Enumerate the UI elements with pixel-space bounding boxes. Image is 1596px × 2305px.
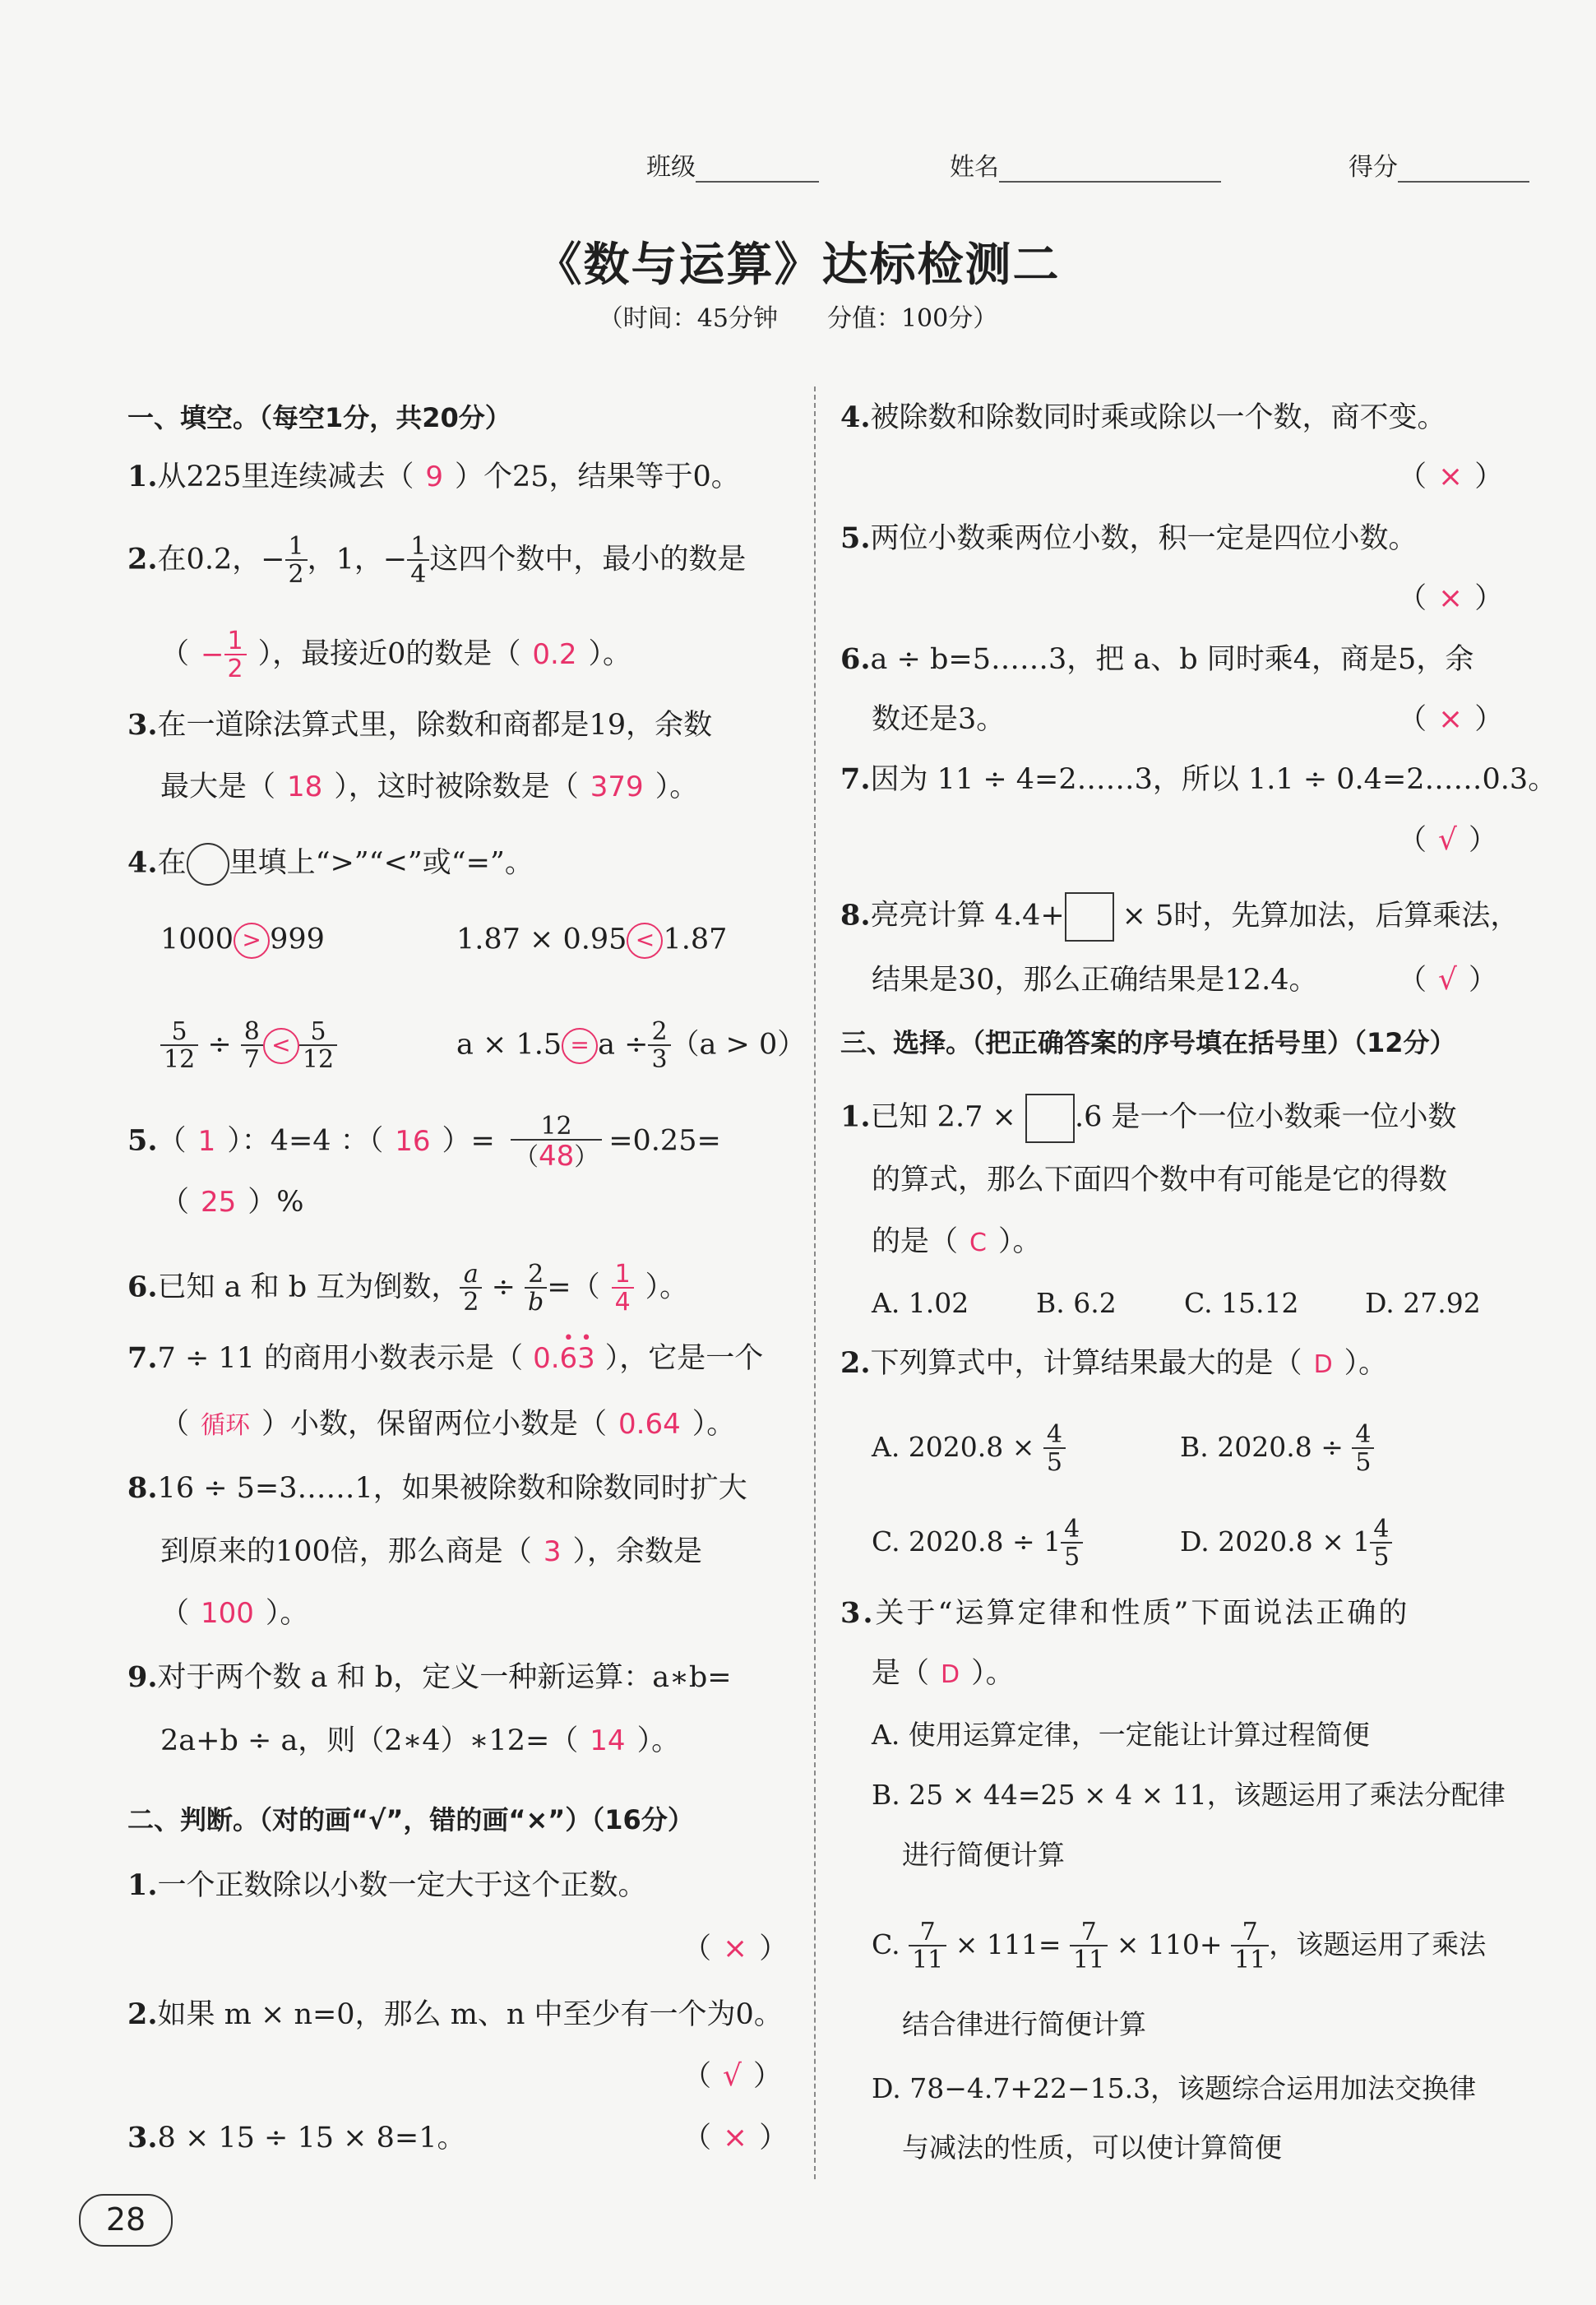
q-text: 1.87 bbox=[663, 923, 728, 956]
section-judge-title: 二、判断。（对的画“√”，错的画“×”）（16分） bbox=[127, 1804, 694, 1835]
q-text: ）个25，结果等于0。 bbox=[455, 461, 740, 493]
q-text: 的是（ bbox=[872, 1225, 959, 1258]
choice-q3-option-d[interactable]: D. 78−4.7+22−15.3，该题综合运用加法交换律 bbox=[872, 2072, 1477, 2104]
q-text: （ bbox=[160, 1408, 190, 1441]
answer[interactable]: D bbox=[941, 1660, 960, 1689]
fraction: $\frac{7}{11}$ bbox=[909, 1920, 946, 1973]
q-text: ）。 bbox=[1344, 1347, 1388, 1380]
judge-q6 bbox=[840, 643, 1473, 676]
q-text: =（ bbox=[547, 1271, 600, 1304]
q-text: ），这时被除数是（ bbox=[334, 771, 579, 803]
page-subtitle: （时间：45分钟 分值：100分） bbox=[598, 304, 998, 333]
choice-q1 bbox=[840, 1094, 1456, 1143]
q-number: 3. bbox=[127, 708, 158, 742]
q-number: 9. bbox=[127, 1660, 158, 1694]
q-text: ）。 bbox=[692, 1408, 736, 1441]
q-text: （a > 0） bbox=[670, 1028, 807, 1062]
column-divider bbox=[814, 386, 816, 2179]
q-text: ）小数，保留两位小数是（ bbox=[261, 1408, 608, 1441]
q-text: B. 2020.8 ÷ bbox=[1180, 1431, 1344, 1463]
q-text: 从225里连续减去（ bbox=[157, 461, 414, 493]
answer[interactable]: 18 bbox=[287, 771, 323, 803]
fill-q1 bbox=[127, 461, 740, 493]
q-number: 1. bbox=[840, 1099, 871, 1134]
option-d[interactable]: D. 27.92 bbox=[1365, 1287, 1481, 1319]
q-text: 一个正数除以小数一定大于这个正数。 bbox=[157, 1869, 647, 1902]
fill-q2-line2 bbox=[160, 629, 631, 682]
choice-q3-option-c-line2: 结合律进行简便计算 bbox=[902, 2008, 1146, 2040]
q-text: × 5时，先算加法，后算乘法， bbox=[1122, 899, 1520, 933]
class-blank[interactable] bbox=[696, 156, 819, 183]
fill-q3 bbox=[127, 709, 712, 742]
blank-box bbox=[1065, 892, 1114, 942]
q-number: 3. bbox=[127, 2121, 158, 2155]
q-text: （ bbox=[160, 1186, 190, 1219]
choice-q2-option-b[interactable] bbox=[1180, 1420, 1374, 1477]
judge-mark[interactable]: × bbox=[1438, 581, 1464, 615]
judge-mark[interactable]: × bbox=[723, 2121, 748, 2155]
q-text: C. bbox=[872, 1928, 900, 1960]
q-text: ）= bbox=[442, 1124, 495, 1158]
judge-q5 bbox=[840, 522, 1418, 555]
answer[interactable]: 16 bbox=[395, 1124, 431, 1158]
q-text: ）。 bbox=[971, 1657, 1015, 1690]
choice-q3-option-b-line2: 进行简便计算 bbox=[902, 1839, 1065, 1871]
answer[interactable]: 循环 bbox=[201, 1411, 251, 1440]
fraction: $\frac{7}{11}$ bbox=[1231, 1920, 1269, 1973]
judge-q3-answer: （ × ） bbox=[682, 2121, 789, 2155]
section-fill-in-title: 一、填空。（每空1分，共20分） bbox=[127, 402, 511, 433]
q-number: 6. bbox=[127, 1270, 158, 1304]
answer[interactable]: 1 bbox=[197, 1124, 216, 1158]
fraction: $\frac{2}{b}$ bbox=[525, 1262, 547, 1315]
q-text: × 110+ bbox=[1116, 1928, 1223, 1960]
q-number: 2. bbox=[127, 1997, 158, 2031]
fill-q4-row2-left bbox=[160, 1017, 337, 1074]
q-text: 这四个数中，最小的数是 bbox=[429, 543, 747, 576]
q-text: × 111= bbox=[955, 1928, 1062, 1960]
q-text: ÷ bbox=[207, 1028, 232, 1062]
q-text: ）：4=4 ：（ bbox=[227, 1124, 384, 1158]
fraction: $\frac{4}{5}$ bbox=[1043, 1423, 1066, 1475]
judge-q3 bbox=[127, 2122, 465, 2155]
q-number: 1. bbox=[127, 460, 158, 493]
q-text: 2a+b ÷ a，则（2∗4）∗12=（ bbox=[160, 1724, 579, 1757]
answer[interactable]: 25 bbox=[201, 1186, 237, 1219]
fill-q9-line2 bbox=[160, 1724, 680, 1757]
fill-q8-line2 bbox=[160, 1535, 702, 1568]
q-text: 999 bbox=[270, 923, 325, 956]
fill-q5-line2 bbox=[160, 1186, 304, 1219]
q-text: 1000 bbox=[160, 923, 234, 956]
judge-q7 bbox=[840, 763, 1557, 796]
q-text: ），最接近0的数是（ bbox=[257, 637, 521, 671]
q-text: ，1，− bbox=[307, 543, 408, 576]
q-text: 里填上“>”“<”或“=”。 bbox=[229, 846, 534, 880]
q-text: D. 2020.8 × 1 bbox=[1180, 1525, 1371, 1557]
q-text: 对于两个数 a 和 b，定义一种新运算：a∗b= bbox=[157, 1661, 732, 1694]
fill-q8-line3 bbox=[160, 1597, 308, 1630]
q-text: 已知 a 和 b 互为倒数， bbox=[157, 1271, 460, 1304]
q-text: ）。 bbox=[588, 637, 631, 671]
fraction: $\frac{8}{7}$ bbox=[241, 1020, 263, 1072]
q-text: A. 2020.8 × bbox=[872, 1431, 1035, 1463]
fill-q4-row1-left bbox=[160, 923, 325, 959]
q-text: 的算式，那么下面四个数中有可能是它的得数 bbox=[872, 1164, 1448, 1196]
q-text: 8 × 15 ÷ 15 × 8=1。 bbox=[157, 2122, 466, 2155]
judge-q4-answer: （ × ） bbox=[1398, 460, 1504, 493]
judge-mark[interactable]: × bbox=[1438, 460, 1464, 493]
name-label: 姓名 bbox=[950, 153, 999, 182]
judge-mark[interactable]: × bbox=[723, 1932, 748, 1965]
answer[interactable]: 0.• 6• 3 bbox=[523, 1342, 595, 1375]
q-text: ），它是一个 bbox=[604, 1342, 764, 1375]
fill-q7 bbox=[127, 1342, 763, 1375]
class-label: 班级 bbox=[646, 153, 696, 182]
q-number: 8. bbox=[840, 898, 871, 933]
choice-q3-option-d-line2: 与减法的性质，可以使计算简便 bbox=[902, 2131, 1282, 2164]
answer-fraction[interactable]: $\frac{1}{4}$ bbox=[612, 1262, 634, 1315]
q-text: a × 1.5 bbox=[456, 1028, 562, 1062]
q-text: 被除数和除数同时乘或除以一个数，商不变。 bbox=[870, 401, 1446, 434]
choice-q2-option-c[interactable] bbox=[872, 1517, 1083, 1570]
blank-box bbox=[1025, 1094, 1075, 1143]
answer[interactable]: 48 bbox=[538, 1140, 575, 1173]
q-text: ）。 bbox=[997, 1225, 1042, 1258]
answer[interactable]: 0.2 bbox=[532, 637, 577, 671]
judge-q5-answer: （ × ） bbox=[1398, 581, 1504, 615]
q-text: （ bbox=[157, 1124, 187, 1158]
fill-q7-line2 bbox=[160, 1408, 735, 1442]
fraction: $\frac{12}{(48)}$ bbox=[511, 1114, 602, 1170]
fill-q2 bbox=[127, 532, 747, 589]
q-text: 如果 m × n=0，那么 m、n 中至少有一个为0。 bbox=[157, 1998, 783, 2031]
judge-mark[interactable]: √ bbox=[1438, 963, 1457, 997]
answer-sign[interactable]: − bbox=[201, 637, 224, 671]
fraction: $\frac{a}{2}$ bbox=[460, 1262, 482, 1315]
choice-q2-option-d[interactable] bbox=[1180, 1517, 1392, 1570]
judge-q7-answer: （ √ ） bbox=[1398, 823, 1497, 857]
choice-q3 bbox=[840, 1597, 1409, 1630]
judge-q4 bbox=[840, 401, 1446, 434]
choice-q3-option-a[interactable]: A. 使用运算定律，一定能让计算过程简便 bbox=[872, 1719, 1370, 1751]
choice-q3-line2 bbox=[872, 1657, 1015, 1692]
class-field bbox=[646, 146, 819, 183]
q-text: 数还是3。 bbox=[872, 703, 1006, 736]
answer[interactable]: 14 bbox=[590, 1724, 626, 1757]
answer[interactable]: 9 bbox=[425, 461, 443, 493]
fill-q6 bbox=[127, 1262, 688, 1315]
compare-answer[interactable]: < bbox=[627, 923, 663, 959]
q-text: a ÷ b=5……3，把 a、b 同时乘4，商是5，余 bbox=[870, 643, 1474, 676]
judge-mark[interactable]: √ bbox=[1438, 823, 1457, 857]
fraction: $\frac{4}{5}$ bbox=[1061, 1517, 1083, 1570]
q-number: 6. bbox=[840, 642, 871, 676]
fraction: $\frac{7}{11}$ bbox=[1070, 1920, 1108, 1973]
q-number: 7. bbox=[840, 762, 871, 796]
answer[interactable]: 0.64 bbox=[618, 1408, 681, 1441]
judge-mark[interactable]: √ bbox=[723, 2059, 742, 2093]
fraction: $\frac{4}{5}$ bbox=[1352, 1423, 1374, 1475]
section-choice-title: 三、选择。（把正确答案的序号填在括号里）（12分） bbox=[840, 1027, 1456, 1058]
q-text: （ bbox=[160, 1597, 190, 1630]
q-number: 1. bbox=[127, 1868, 158, 1902]
q-text: ）。 bbox=[636, 1724, 681, 1757]
option-c[interactable]: C. 15.12 bbox=[1184, 1287, 1299, 1319]
q-text: 是（ bbox=[872, 1657, 930, 1690]
q-text: ）% bbox=[247, 1186, 304, 1219]
q-text: 7 ÷ 11 的商用小数表示是（ bbox=[157, 1342, 524, 1375]
q-text: 关于“运算定律和性质”下面说法正确的 bbox=[875, 1597, 1410, 1630]
score-field bbox=[1349, 146, 1529, 183]
judge-q6-line2 bbox=[872, 703, 1005, 736]
choice-q3-option-b[interactable]: B. 25 × 44=25 × 4 × 11，该题运用了乘法分配律 bbox=[872, 1779, 1506, 1811]
q-text: 最大是（ bbox=[160, 771, 276, 803]
judge-q1-answer: （ × ） bbox=[682, 1932, 789, 1965]
blank-circle bbox=[187, 843, 229, 886]
fraction: $\frac{5}{12}$ bbox=[299, 1020, 337, 1072]
judge-q1 bbox=[127, 1869, 647, 1902]
fill-q8 bbox=[127, 1472, 747, 1505]
choice-q3-option-c[interactable] bbox=[872, 1920, 1486, 1973]
judge-q2-answer: （ √ ） bbox=[682, 2059, 782, 2093]
q-number: 5. bbox=[127, 1123, 158, 1158]
q-text: C. 2020.8 ÷ 1 bbox=[872, 1525, 1062, 1557]
q-number: 2. bbox=[127, 542, 158, 576]
score-blank[interactable] bbox=[1398, 156, 1529, 183]
q-text: 亮亮计算 4.4+ bbox=[870, 899, 1065, 933]
q-number: 4. bbox=[127, 845, 158, 880]
compare-answer[interactable]: < bbox=[263, 1028, 299, 1064]
q-text: 到原来的100倍，那么商是（ bbox=[160, 1535, 532, 1568]
q-text: 在一道除法算式里，除数和商都是19，余数 bbox=[157, 709, 713, 742]
compare-answer[interactable]: > bbox=[234, 923, 270, 959]
q-text: 在0.2，− bbox=[157, 543, 285, 576]
fill-q4-row1-right bbox=[456, 923, 727, 959]
answer[interactable]: C bbox=[969, 1229, 987, 1257]
q-text: 在 bbox=[157, 846, 187, 880]
q-text: ，该题运用了乘法 bbox=[1269, 1928, 1487, 1960]
fill-q9 bbox=[127, 1661, 732, 1694]
q-text: ）。 bbox=[655, 771, 699, 803]
choice-q1-options bbox=[872, 1287, 1481, 1320]
judge-q8-answer: （ √ ） bbox=[1398, 963, 1497, 997]
page-number: 28 bbox=[79, 2194, 173, 2247]
fraction: $\frac{1}{4}$ bbox=[407, 535, 429, 587]
fraction: $\frac{5}{12}$ bbox=[160, 1020, 198, 1072]
option-a[interactable]: A. 1.02 bbox=[872, 1287, 969, 1319]
score-label: 得分 bbox=[1349, 153, 1398, 182]
q-text: 两位小数乘两位小数，积一定是四位小数。 bbox=[870, 522, 1418, 555]
answer[interactable]: D bbox=[1313, 1350, 1333, 1379]
answer-fraction[interactable]: $\frac{1}{2}$ bbox=[224, 629, 258, 682]
q-text: a ÷ bbox=[598, 1028, 649, 1062]
q-text: 已知 2.7 × bbox=[870, 1100, 1016, 1134]
judge-q8 bbox=[840, 892, 1519, 942]
q-number: 2. bbox=[840, 1346, 871, 1380]
q-text: .6 是一个一位小数乘一位小数 bbox=[1074, 1100, 1457, 1134]
q-text: ），余数是 bbox=[572, 1535, 702, 1568]
name-field bbox=[950, 146, 1221, 183]
fill-q4-row2-right bbox=[456, 1017, 807, 1074]
answer[interactable]: 100 bbox=[201, 1597, 254, 1630]
judge-q6-answer: （ × ） bbox=[1398, 702, 1504, 736]
option-b[interactable]: B. 6.2 bbox=[1036, 1287, 1117, 1319]
choice-q1-line2 bbox=[872, 1164, 1447, 1196]
q-number: 7. bbox=[127, 1341, 158, 1375]
q-text: 1.87 × 0.95 bbox=[456, 923, 627, 956]
q-text: 结果是30，那么正确结果是12.4。 bbox=[872, 964, 1318, 997]
q-text: =0.25= bbox=[608, 1124, 721, 1158]
q-text: （ bbox=[160, 637, 190, 671]
name-blank[interactable] bbox=[999, 156, 1221, 183]
fraction: $\frac{4}{5}$ bbox=[1370, 1517, 1392, 1570]
fraction: $\frac{1}{2}$ bbox=[285, 535, 308, 587]
fill-q5 bbox=[127, 1112, 721, 1173]
judge-q2 bbox=[127, 1998, 783, 2031]
page-title: 《数与运算》达标检测二 bbox=[535, 238, 1061, 292]
q-text: ）。 bbox=[645, 1271, 689, 1304]
choice-q2 bbox=[840, 1347, 1387, 1382]
judge-q8-line2 bbox=[872, 964, 1317, 997]
q-number: 3. bbox=[840, 1596, 876, 1630]
q-number: 5. bbox=[840, 521, 871, 555]
judge-mark[interactable]: × bbox=[1438, 702, 1464, 736]
q-text: 16 ÷ 5=3……1，如果被除数和除数同时扩大 bbox=[157, 1472, 747, 1505]
fill-q3-line2 bbox=[160, 771, 698, 803]
fraction: $\frac{2}{3}$ bbox=[648, 1020, 670, 1072]
q-number: 8. bbox=[127, 1471, 158, 1505]
answer[interactable]: 379 bbox=[590, 771, 644, 803]
q-number: 4. bbox=[840, 400, 871, 434]
q-text: 因为 11 ÷ 4=2……3，所以 1.1 ÷ 0.4=2……0.3。 bbox=[870, 763, 1557, 796]
fill-q4 bbox=[127, 843, 534, 886]
q-text: 下列算式中，计算结果最大的是（ bbox=[870, 1347, 1302, 1380]
q-text: ）。 bbox=[265, 1597, 309, 1630]
answer[interactable]: 3 bbox=[543, 1535, 562, 1568]
q-text: ÷ bbox=[491, 1271, 516, 1304]
choice-q1-line3 bbox=[872, 1225, 1041, 1260]
compare-answer[interactable]: = bbox=[562, 1028, 598, 1064]
choice-q2-option-a[interactable] bbox=[872, 1420, 1066, 1477]
